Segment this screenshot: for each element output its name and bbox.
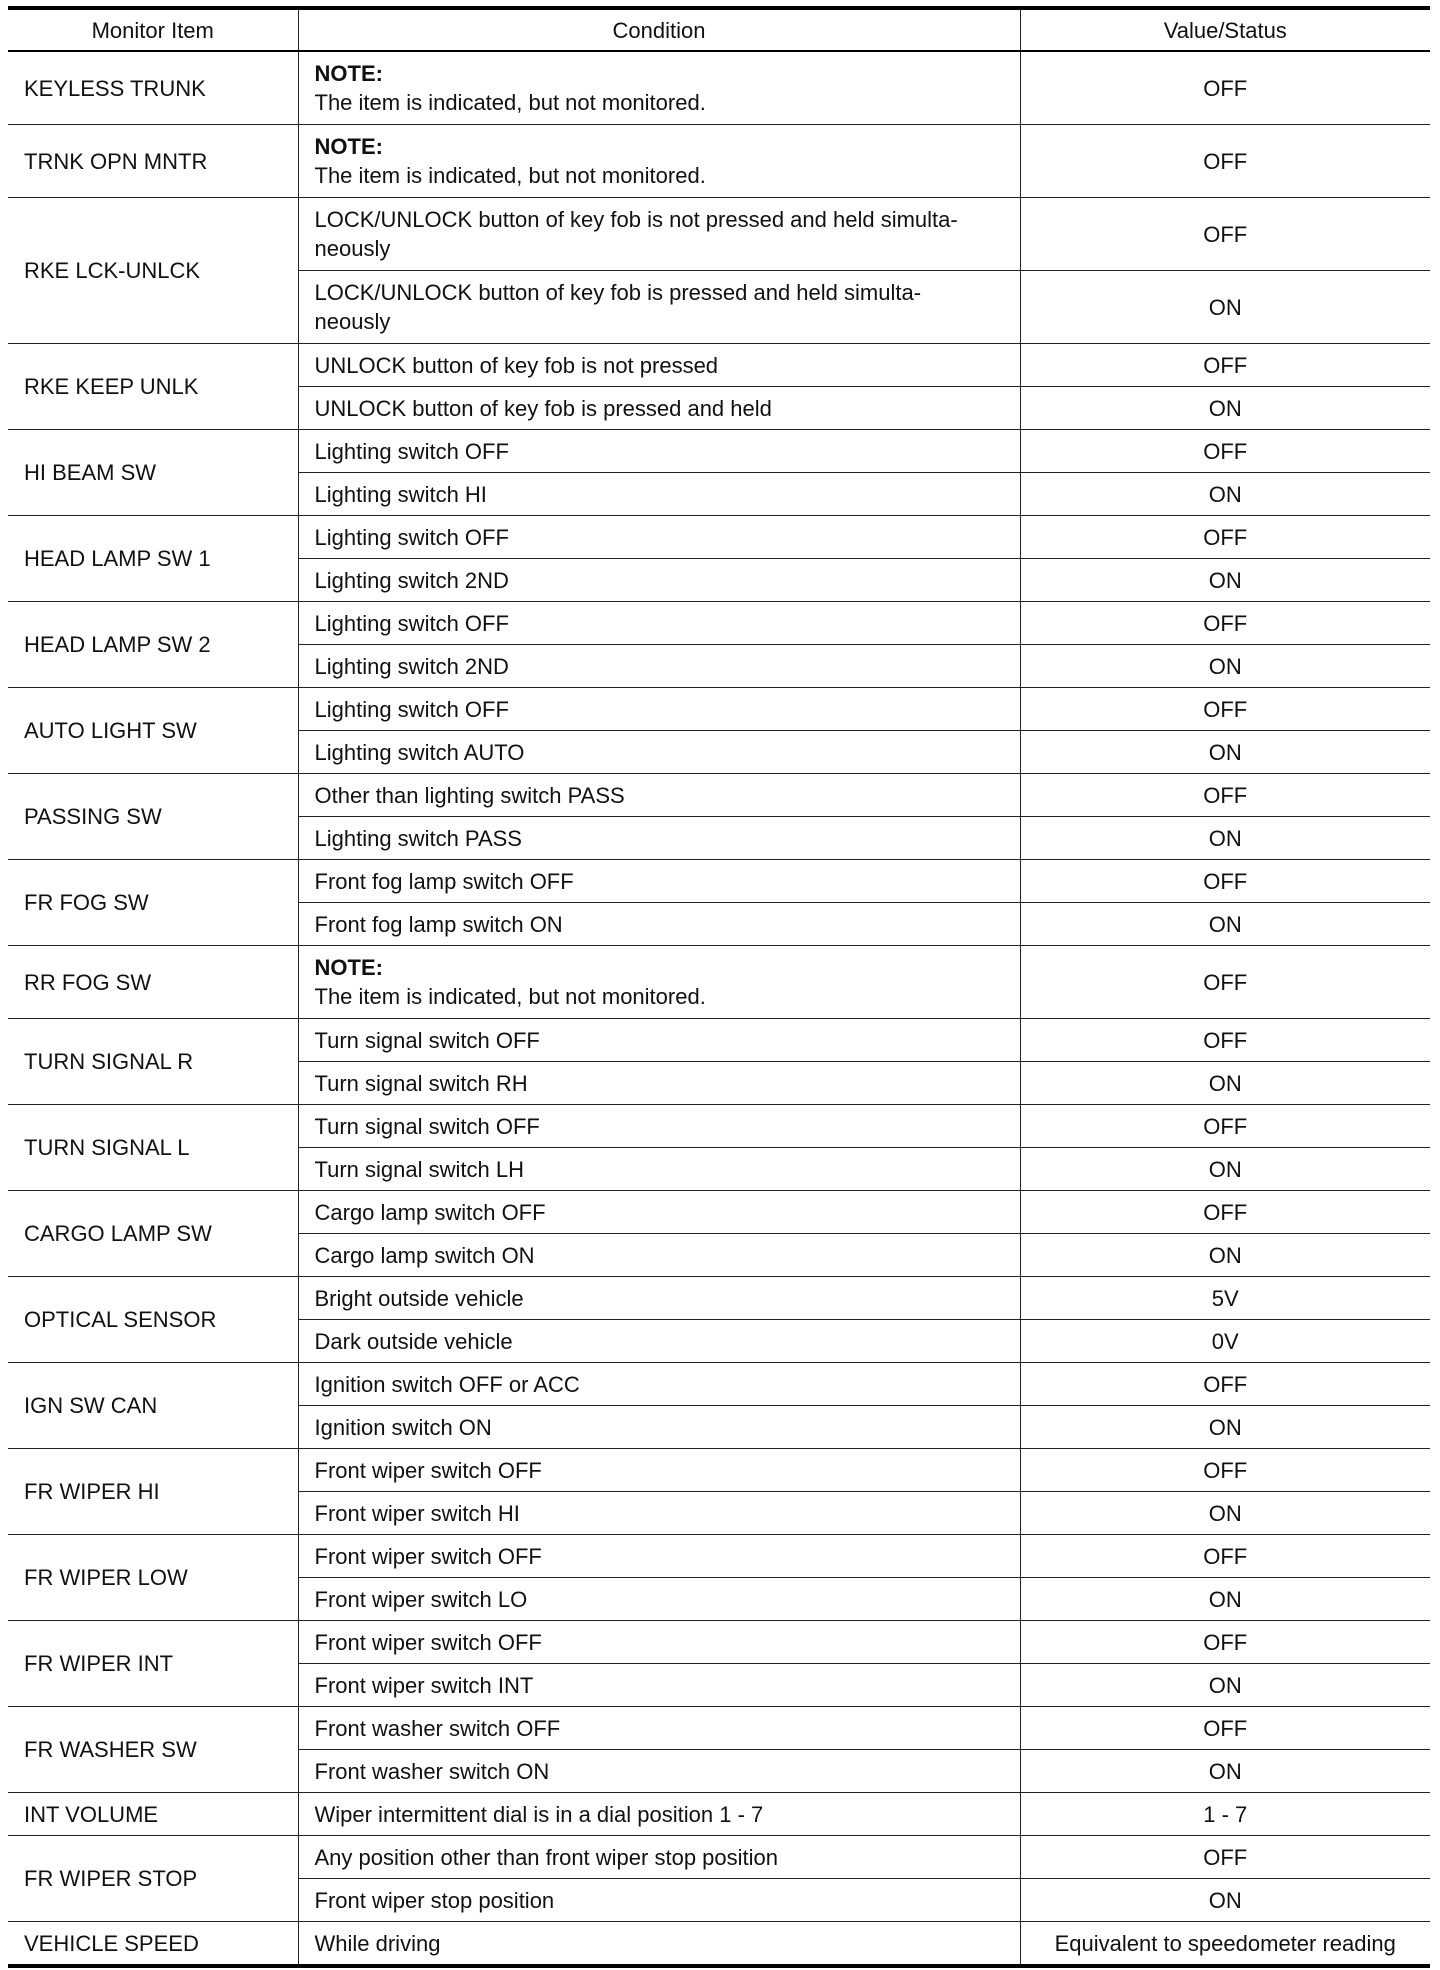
value-status-cell: OFF <box>1020 774 1430 817</box>
value-status-cell: ON <box>1020 1062 1430 1105</box>
table-row <box>8 774 1430 817</box>
monitor-item-cell: RR FOG SW <box>8 946 298 1019</box>
table-row <box>8 688 1430 731</box>
monitor-item-cell: RKE KEEP UNLK <box>8 344 298 430</box>
monitor-item-cell: TURN SIGNAL L <box>8 1105 298 1191</box>
table-row <box>8 198 1430 271</box>
condition-cell <box>298 1062 1020 1105</box>
table-row <box>8 430 1430 473</box>
value-status-cell: ON <box>1020 1578 1430 1621</box>
condition-cell <box>298 1148 1020 1191</box>
condition-cell <box>298 1363 1020 1406</box>
condition-cell <box>298 645 1020 688</box>
condition-text: Cargo lamp switch OFF <box>314 1199 546 1225</box>
condition-cell <box>298 731 1020 774</box>
monitor-item-cell: RKE LCK-UNLCK <box>8 198 298 344</box>
condition-cell <box>298 774 1020 817</box>
monitor-item-cell: INT VOLUME <box>8 1793 298 1836</box>
value-status-cell: ON <box>1020 387 1430 430</box>
value-status-cell: ON <box>1020 1234 1430 1277</box>
condition-cell <box>298 1578 1020 1621</box>
condition-text: Front wiper switch HI <box>314 1500 520 1526</box>
table-row <box>8 1621 1430 1664</box>
condition-text: Lighting switch AUTO <box>314 739 525 765</box>
condition-cell <box>298 1019 1020 1062</box>
condition-cell <box>298 1320 1020 1363</box>
note-label: NOTE: <box>314 61 383 86</box>
condition-text: LOCK/UNLOCK button of key fob is not pressed and held simulta- neously <box>314 207 958 261</box>
condition-cell <box>298 1277 1020 1320</box>
value-status-cell: ON <box>1020 1750 1430 1793</box>
condition-cell <box>298 1406 1020 1449</box>
value-status-cell: ON <box>1020 559 1430 602</box>
condition-cell <box>298 1793 1020 1836</box>
value-status-cell: OFF <box>1020 344 1430 387</box>
value-status-cell: ON <box>1020 1406 1430 1449</box>
condition-cell <box>298 903 1020 946</box>
value-status-cell: ON <box>1020 271 1430 344</box>
table-row <box>8 1449 1430 1492</box>
table-row <box>8 516 1430 559</box>
condition-cell <box>298 1449 1020 1492</box>
value-status-cell: ON <box>1020 1148 1430 1191</box>
condition-text: Turn signal switch LH <box>314 1156 524 1182</box>
table-row <box>8 125 1430 198</box>
condition-cell <box>298 1621 1020 1664</box>
condition-cell <box>298 559 1020 602</box>
condition-cell <box>298 602 1020 645</box>
table-row <box>8 51 1430 125</box>
condition-cell <box>298 946 1020 1019</box>
value-status-cell: OFF <box>1020 125 1430 198</box>
condition-text: Any position other than front wiper stop position <box>314 1844 778 1870</box>
condition-text: Front wiper switch INT <box>314 1672 534 1698</box>
condition-cell <box>298 1492 1020 1535</box>
condition-text: Front fog lamp switch ON <box>314 911 563 937</box>
table-row <box>8 602 1430 645</box>
note-label: NOTE: <box>314 134 383 159</box>
note-text: The item is indicated, but not monitored. <box>314 163 706 188</box>
value-status-cell: OFF <box>1020 1707 1430 1750</box>
value-status-cell: OFF <box>1020 430 1430 473</box>
condition-text: Front wiper switch OFF <box>314 1543 542 1569</box>
monitor-item-cell: HI BEAM SW <box>8 430 298 516</box>
monitor-item-cell: FR WIPER HI <box>8 1449 298 1535</box>
header-monitor-item: Monitor Item <box>8 8 298 51</box>
condition-text: Front wiper switch OFF <box>314 1629 542 1655</box>
monitor-item-cell: TURN SIGNAL R <box>8 1019 298 1105</box>
value-status-cell: OFF <box>1020 1535 1430 1578</box>
monitor-item-cell: FR WIPER INT <box>8 1621 298 1707</box>
table-row <box>8 1191 1430 1234</box>
value-status-cell: OFF <box>1020 1621 1430 1664</box>
condition-cell <box>298 1191 1020 1234</box>
value-status-cell: OFF <box>1020 1191 1430 1234</box>
table-header-row <box>8 8 1430 51</box>
monitor-item-cell: FR WIPER STOP <box>8 1836 298 1922</box>
value-status-cell: ON <box>1020 731 1430 774</box>
monitor-item-cell: OPTICAL SENSOR <box>8 1277 298 1363</box>
condition-text: Lighting switch OFF <box>314 438 509 464</box>
condition-text: Ignition switch ON <box>314 1414 492 1440</box>
condition-cell <box>298 473 1020 516</box>
table-row <box>8 344 1430 387</box>
condition-cell <box>298 51 1020 125</box>
value-status-cell: OFF <box>1020 1836 1430 1879</box>
note-label: NOTE: <box>314 955 383 980</box>
condition-text: Turn signal switch OFF <box>314 1113 540 1139</box>
condition-cell <box>298 688 1020 731</box>
condition-text: Wiper intermittent dial is in a dial position 1 - 7 <box>314 1801 764 1827</box>
value-status-cell: ON <box>1020 1664 1430 1707</box>
condition-text: Lighting switch 2ND <box>314 567 509 593</box>
condition-cell <box>298 1707 1020 1750</box>
condition-text: Front wiper stop position <box>314 1887 555 1913</box>
condition-cell <box>298 1664 1020 1707</box>
condition-text: Lighting switch OFF <box>314 696 509 722</box>
value-status-cell: 5V <box>1020 1277 1430 1320</box>
value-status-cell: OFF <box>1020 51 1430 125</box>
condition-text: While driving <box>314 1930 441 1956</box>
note-text: The item is indicated, but not monitored. <box>314 984 706 1009</box>
monitor-item-table <box>8 6 1430 1968</box>
value-status-cell: 0V <box>1020 1320 1430 1363</box>
value-status-cell: OFF <box>1020 1449 1430 1492</box>
monitor-item-cell: PASSING SW <box>8 774 298 860</box>
value-status-cell: ON <box>1020 903 1430 946</box>
condition-text: Front washer switch ON <box>314 1758 550 1784</box>
value-status-cell: Equivalent to speedometer reading <box>1020 1922 1430 1967</box>
condition-cell <box>298 1535 1020 1578</box>
monitor-item-cell: HEAD LAMP SW 1 <box>8 516 298 602</box>
condition-text: UNLOCK button of key fob is pressed and held <box>314 395 772 421</box>
condition-cell <box>298 1750 1020 1793</box>
condition-cell <box>298 860 1020 903</box>
table-row <box>8 1277 1430 1320</box>
condition-text: Turn signal switch RH <box>314 1070 528 1096</box>
value-status-cell: OFF <box>1020 1019 1430 1062</box>
condition-cell <box>298 817 1020 860</box>
monitor-item-cell: TRNK OPN MNTR <box>8 125 298 198</box>
monitor-item-cell: KEYLESS TRUNK <box>8 51 298 125</box>
value-status-cell: ON <box>1020 817 1430 860</box>
condition-text: Turn signal switch OFF <box>314 1027 540 1053</box>
condition-cell <box>298 1879 1020 1922</box>
condition-cell <box>298 271 1020 344</box>
table-row <box>8 860 1430 903</box>
condition-text: Ignition switch OFF or ACC <box>314 1371 580 1397</box>
table-row <box>8 1363 1430 1406</box>
value-status-cell: ON <box>1020 1492 1430 1535</box>
value-status-cell: OFF <box>1020 946 1430 1019</box>
monitor-item-cell: FR FOG SW <box>8 860 298 946</box>
condition-text: Other than lighting switch PASS <box>314 782 625 808</box>
condition-text: Front fog lamp switch OFF <box>314 868 574 894</box>
value-status-cell: OFF <box>1020 1105 1430 1148</box>
value-status-cell: ON <box>1020 645 1430 688</box>
condition-text: Lighting switch HI <box>314 481 487 507</box>
value-status-cell: OFF <box>1020 688 1430 731</box>
value-status-cell: 1 - 7 <box>1020 1793 1430 1836</box>
condition-cell <box>298 1105 1020 1148</box>
condition-text: Front wiper switch OFF <box>314 1457 542 1483</box>
condition-text: Front wiper switch LO <box>314 1586 528 1612</box>
table-row <box>8 946 1430 1019</box>
value-status-cell: OFF <box>1020 198 1430 271</box>
condition-text: Lighting switch PASS <box>314 825 522 851</box>
table-row <box>8 1535 1430 1578</box>
table-row <box>8 1836 1430 1879</box>
monitor-item-cell: HEAD LAMP SW 2 <box>8 602 298 688</box>
monitor-item-cell: CARGO LAMP SW <box>8 1191 298 1277</box>
header-value-status: Value/Status <box>1020 8 1430 51</box>
condition-cell <box>298 516 1020 559</box>
value-status-cell: OFF <box>1020 516 1430 559</box>
condition-text: Bright outside vehicle <box>314 1285 524 1311</box>
condition-text: Dark outside vehicle <box>314 1328 513 1354</box>
condition-cell <box>298 1836 1020 1879</box>
note-text: The item is indicated, but not monitored. <box>314 90 706 115</box>
condition-cell <box>298 344 1020 387</box>
table-row <box>8 1105 1430 1148</box>
monitor-item-cell: VEHICLE SPEED <box>8 1922 298 1967</box>
table-row <box>8 1707 1430 1750</box>
value-status-cell: OFF <box>1020 1363 1430 1406</box>
monitor-item-cell: AUTO LIGHT SW <box>8 688 298 774</box>
condition-cell <box>298 125 1020 198</box>
value-status-cell: ON <box>1020 1879 1430 1922</box>
condition-cell <box>298 1922 1020 1967</box>
condition-text: Lighting switch OFF <box>314 610 509 636</box>
condition-text: UNLOCK button of key fob is not pressed <box>314 352 719 378</box>
monitor-item-cell: FR WASHER SW <box>8 1707 298 1793</box>
header-condition: Condition <box>298 8 1020 51</box>
condition-cell <box>298 198 1020 271</box>
condition-cell <box>298 387 1020 430</box>
condition-cell <box>298 430 1020 473</box>
value-status-cell: OFF <box>1020 602 1430 645</box>
table-row <box>8 1922 1430 1967</box>
condition-text: Lighting switch OFF <box>314 524 509 550</box>
condition-text: Front washer switch OFF <box>314 1715 561 1741</box>
condition-cell <box>298 1234 1020 1277</box>
monitor-item-cell: FR WIPER LOW <box>8 1535 298 1621</box>
table-row <box>8 1793 1430 1836</box>
condition-text: Lighting switch 2ND <box>314 653 509 679</box>
value-status-cell: ON <box>1020 473 1430 516</box>
value-status-cell: OFF <box>1020 860 1430 903</box>
condition-text: Cargo lamp switch ON <box>314 1242 535 1268</box>
monitor-item-cell: IGN SW CAN <box>8 1363 298 1449</box>
condition-text: LOCK/UNLOCK button of key fob is pressed and held simulta- neously <box>314 280 922 334</box>
table-body <box>8 51 1430 1966</box>
table-row <box>8 1019 1430 1062</box>
